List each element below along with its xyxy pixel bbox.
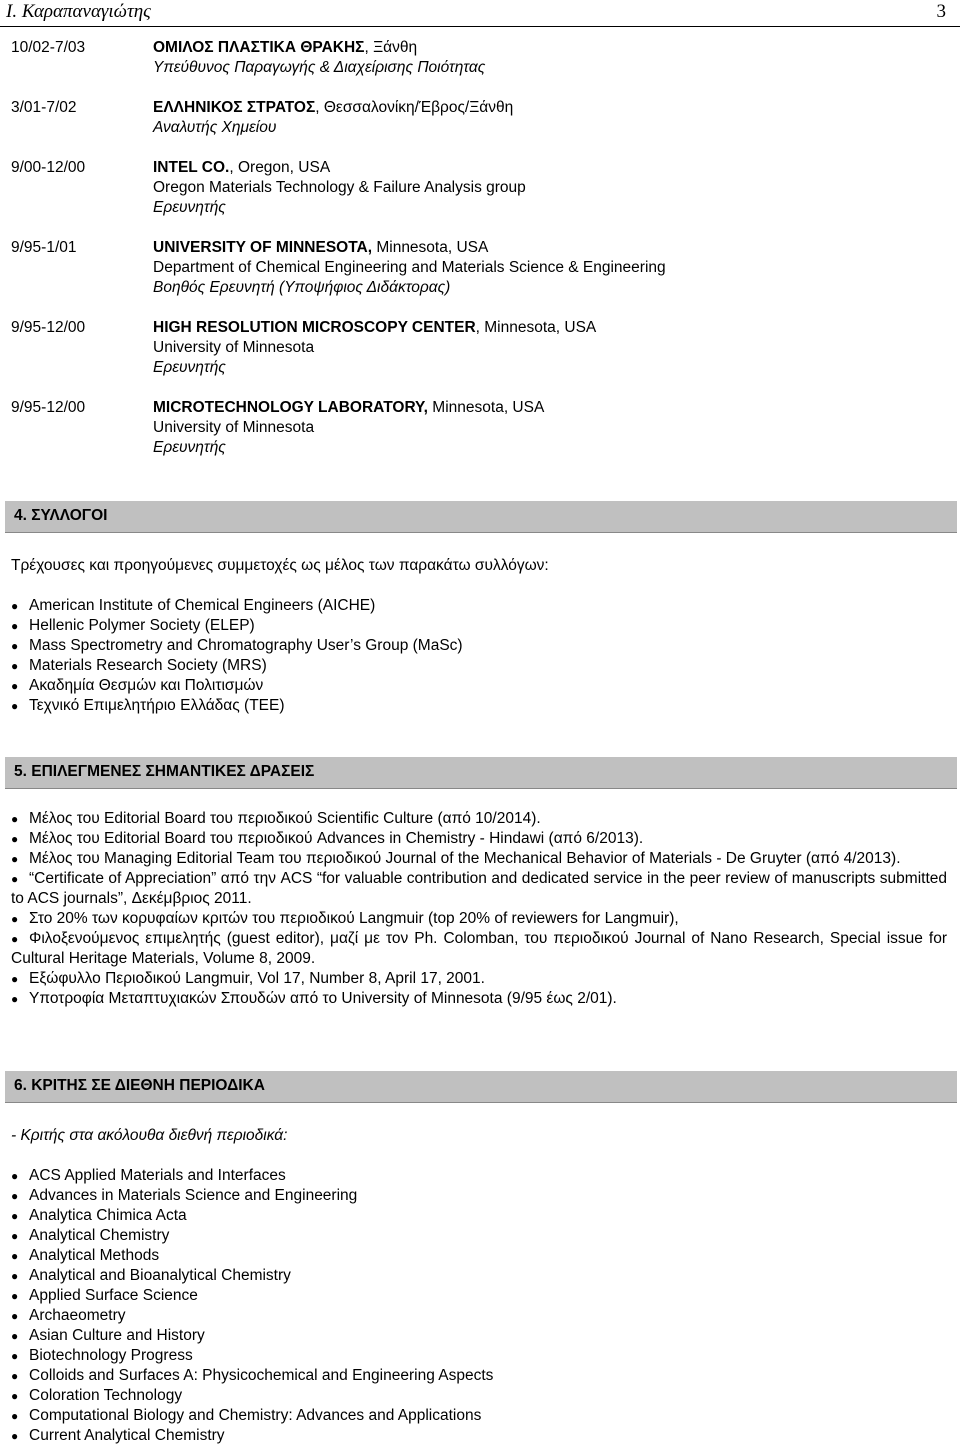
list-item-text: Analytical Chemistry [29, 1227, 170, 1244]
list-item [11, 969, 947, 989]
employment-date: 9/95-1/01 [11, 239, 77, 256]
list-item [11, 696, 951, 716]
bullet-icon: ● [11, 1429, 19, 1443]
list-item-text: Ακαδημία Θεσμών και Πολιτισμών [29, 677, 264, 694]
employer-location: Minnesota, USA [428, 399, 545, 416]
list-item [11, 1226, 951, 1246]
list-item [11, 1166, 951, 1186]
list-item-text: Computational Biology and Chemistry: Advances and Applications [29, 1407, 482, 1424]
list-item-text: Asian Culture and History [29, 1327, 205, 1344]
list-item-text: Colloids and Surfaces A: Physicochemical and Engineering Aspects [29, 1367, 494, 1384]
section-4-intro: Τρέχουσες και προηγούμενες συμμετοχές ως μέλος των παρακάτω συλλόγων: [11, 557, 549, 574]
employment-date: 9/95-12/00 [11, 399, 86, 416]
bullet-icon: ● [11, 599, 19, 613]
bullet-icon: ● [11, 912, 19, 926]
employment-date: 3/01-7/02 [11, 99, 77, 116]
bullet-icon: ● [11, 992, 19, 1006]
bullet-icon: ● [11, 972, 19, 986]
list-item-text: Μέλος του Editorial Board του περιοδικού Scientific Culture (από 10/2014). [29, 810, 541, 827]
list-item [11, 909, 947, 929]
employer-location: , Minnesota, USA [475, 319, 597, 336]
associations-list [11, 596, 951, 716]
bullet-icon: ● [11, 852, 19, 866]
bullet-icon: ● [11, 1329, 19, 1343]
bullet-icon: ● [11, 812, 19, 826]
bullet-icon: ● [11, 1169, 19, 1183]
bullet-icon: ● [11, 1309, 19, 1323]
list-item-text: Current Analytical Chemistry [29, 1427, 225, 1444]
list-item [11, 1266, 951, 1286]
job-role: Ερευνητής [153, 439, 226, 456]
bullet-icon: ● [11, 1269, 19, 1283]
employer-location: , Θεσσαλονίκη/Έβρος/Ξάνθη [315, 99, 514, 116]
bullet-icon: ● [11, 639, 19, 653]
list-item-text: Archaeometry [29, 1307, 126, 1324]
employer-name: ΟΜΙΛΟΣ ΠΛΑΣΤΙΚΑ ΘΡΑΚΗΣ [153, 39, 365, 56]
list-item [11, 596, 951, 616]
bullet-icon: ● [11, 1349, 19, 1363]
activities-list [11, 809, 947, 1009]
list-item-text: Analytical Methods [29, 1247, 160, 1264]
list-item [11, 869, 947, 909]
bullet-icon: ● [11, 1209, 19, 1223]
employment-entry [11, 318, 951, 378]
list-item-text: Advances in Materials Science and Engineering [29, 1187, 358, 1204]
list-item-text: Materials Research Society (MRS) [29, 657, 267, 674]
list-item [11, 829, 947, 849]
list-item-text: Μέλος του Editorial Board του περιοδικού Advances in Chemistry - Hindawi (από 6/2013). [29, 830, 644, 847]
bullet-icon: ● [11, 1189, 19, 1203]
employer-department: University of Minnesota [153, 419, 315, 436]
list-item [11, 989, 947, 1009]
list-item [11, 849, 947, 869]
bullet-icon: ● [11, 659, 19, 673]
list-item-text: Biotechnology Progress [29, 1347, 193, 1364]
job-role: Βοηθός Ερευνητή (Υποψήφιος Διδάκτορας) [153, 279, 451, 296]
list-item [11, 616, 951, 636]
employer-location: , Oregon, USA [229, 159, 331, 176]
list-item [11, 1426, 951, 1446]
employment-entry [11, 38, 951, 78]
list-item [11, 929, 947, 969]
bullet-icon: ● [11, 932, 19, 946]
list-item [11, 1326, 951, 1346]
employer-department: University of Minnesota [153, 339, 315, 356]
page-header [0, 0, 960, 27]
employment-entry [11, 158, 951, 218]
bullet-icon: ● [11, 1249, 19, 1263]
list-item [11, 636, 951, 656]
list-item [11, 1206, 951, 1226]
list-item [11, 1386, 951, 1406]
job-role: Ερευνητής [153, 199, 226, 216]
section-6-title: 6. ΚΡΙΤΗΣ ΣΕ ΔΙΕΘΝΗ ΠΕΡΙΟΔΙΚΑ [14, 1077, 265, 1094]
section-5-title: 5. ΕΠΙΛΕΓΜΕΝΕΣ ΣΗΜΑΝΤΙΚΕΣ ΔΡΑΣΕΙΣ [14, 763, 315, 780]
list-item [11, 1406, 951, 1426]
list-item-text: Hellenic Polymer Society (ELEP) [29, 617, 255, 634]
list-item-text: Applied Surface Science [29, 1287, 198, 1304]
list-item-text: “Certificate of Appreciation” από την ACS “for valuable contribution and dedicated service in the peer review of manuscripts submitted to ACS journals”, Δεκέμβριος 2011. [11, 870, 947, 907]
bullet-icon: ● [11, 872, 19, 886]
section-6-header [5, 1071, 957, 1103]
employment-entry [11, 398, 951, 458]
job-role: Αναλυτής Χημείου [153, 119, 277, 136]
list-item [11, 676, 951, 696]
bullet-icon: ● [11, 1369, 19, 1383]
section-4-title: 4. ΣΥΛΛΟΓΟΙ [14, 507, 108, 524]
employer-department: Oregon Materials Technology & Failure Analysis group [153, 179, 526, 196]
list-item-text: Μέλος του Managing Editorial Team του περιοδικού Journal of the Mechanical Behavior of Materials - De Gruyter (από 4/2013). [29, 850, 901, 867]
bullet-icon: ● [11, 699, 19, 713]
section-6-intro: - Κριτής στα ακόλουθα διεθνή περιοδικά: [11, 1127, 288, 1144]
list-item-text: Analytica Chimica Acta [29, 1207, 187, 1224]
bullet-icon: ● [11, 679, 19, 693]
employer-location: , Ξάνθη [364, 39, 418, 56]
employment-list [11, 38, 951, 478]
section-5-header [5, 757, 957, 789]
employer-department: Department of Chemical Engineering and Materials Science & Engineering [153, 259, 666, 276]
list-item-text: ACS Applied Materials and Interfaces [29, 1167, 286, 1184]
bullet-icon: ● [11, 1229, 19, 1243]
section-4-header [5, 501, 957, 533]
page-number: 3 [936, 1, 946, 22]
employer-name: ΕΛΛΗΝΙΚΟΣ ΣΤΡΑΤΟΣ [153, 99, 316, 116]
bullet-icon: ● [11, 1389, 19, 1403]
list-item-text: Στο 20% των κορυφαίων κριτών του περιοδικού Langmuir (top 20% of reviewers for Langmuir), [29, 910, 679, 927]
job-role: Ερευνητής [153, 359, 226, 376]
list-item-text: Εξώφυλλο Περιοδικού Langmuir, Vol 17, Number 8, April 17, 2001. [29, 970, 485, 987]
employer-name: HIGH RESOLUTION MICROSCOPY CENTER [153, 319, 476, 336]
bullet-icon: ● [11, 832, 19, 846]
employer-name: INTEL CO. [153, 159, 230, 176]
list-item [11, 1186, 951, 1206]
list-item [11, 1246, 951, 1266]
bullet-icon: ● [11, 619, 19, 633]
bullet-icon: ● [11, 1289, 19, 1303]
bullet-icon: ● [11, 1409, 19, 1423]
employer-location: Minnesota, USA [372, 239, 489, 256]
list-item-text: Mass Spectrometry and Chromatography User’s Group (MaSc) [29, 637, 463, 654]
job-role: Υπεύθυνος Παραγωγής & Διαχείρισης Ποιότητας [153, 59, 486, 76]
list-item [11, 809, 947, 829]
employment-entry [11, 238, 951, 298]
employment-date: 9/00-12/00 [11, 159, 86, 176]
list-item-text: Φιλοξενούμενος επιμελητής (guest editor), μαζί με τον Ph. Colomban, του περιοδικού Journal of Nano Research, Special issue for Cultural Heritage Materials, Volume 8, 2009. [11, 930, 947, 967]
list-item [11, 1306, 951, 1326]
list-item-text: Coloration Technology [29, 1387, 183, 1404]
header-author: Ι. Καραπαναγιώτης [6, 1, 151, 22]
employment-date: 10/02-7/03 [11, 39, 86, 56]
employment-date: 9/95-12/00 [11, 319, 86, 336]
list-item-text: Υποτροφία Μεταπτυχιακών Σπουδών από το University of Minnesota (9/95 έως 2/01). [29, 990, 617, 1007]
list-item [11, 1366, 951, 1386]
list-item-text: Analytical and Bioanalytical Chemistry [29, 1267, 291, 1284]
list-item [11, 656, 951, 676]
list-item [11, 1346, 951, 1366]
list-item [11, 1286, 951, 1306]
employment-entry [11, 98, 951, 138]
list-item-text: Τεχνικό Επιμελητήριο Ελλάδας (ΤΕΕ) [29, 697, 285, 714]
list-item-text: American Institute of Chemical Engineers (AICHE) [29, 597, 376, 614]
journals-list [11, 1166, 951, 1446]
employer-name: MICROTECHNOLOGY LABORATORY, [153, 399, 428, 416]
employer-name: UNIVERSITY OF MINNESOTA, [153, 239, 373, 256]
